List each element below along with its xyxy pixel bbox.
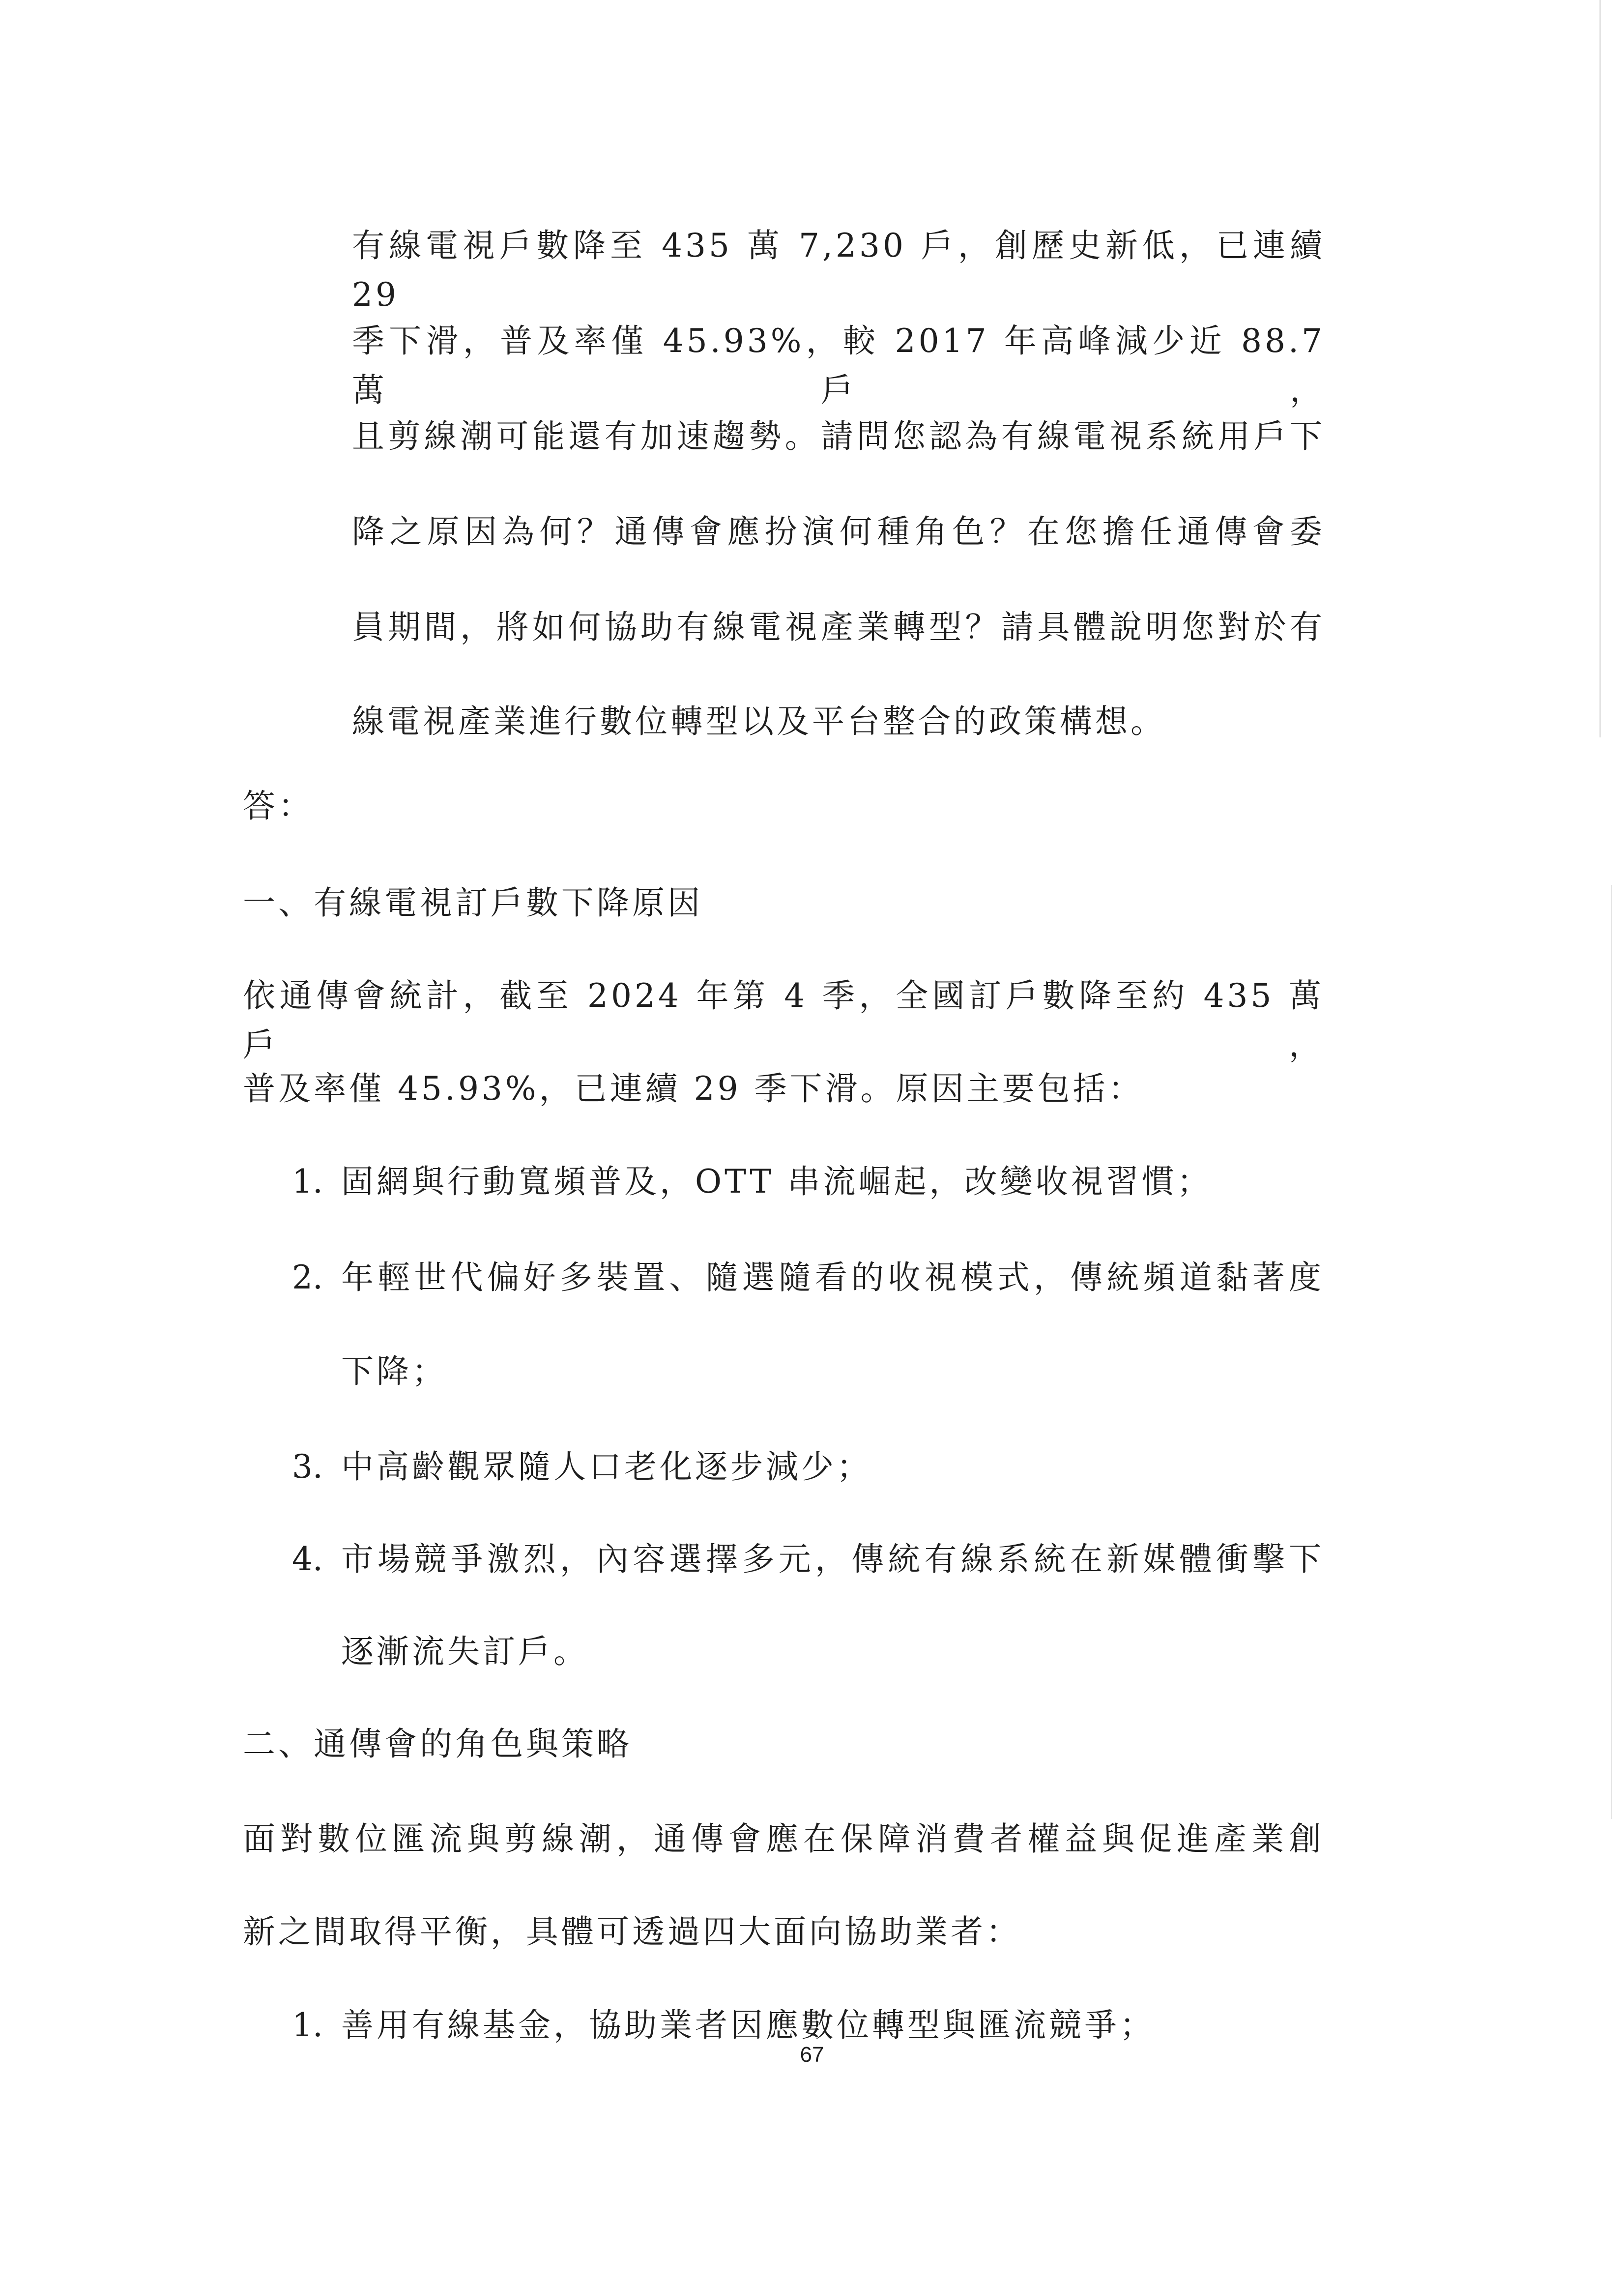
list-item-text: 年輕世代偏好多裝置、隨選隨看的收視模式，傳統頻道黏著度 <box>341 1259 1324 1296</box>
question-line: 員期間，將如何協助有線電視產業轉型？請具體說明您對於有 <box>352 608 1325 646</box>
list-item-text: 下降； <box>341 1352 447 1390</box>
paragraph-line: 新之間取得平衡，具體可透過四大面向協助業者： <box>243 1913 1021 1951</box>
question-line: 且剪線潮可能還有加速趨勢。請問您認為有線電視系統用戶下 <box>352 417 1325 455</box>
question-line: 降之原因為何？通傳會應扮演何種角色？在您擔任通傳會委 <box>352 513 1325 551</box>
scan-mark <box>1599 0 1601 737</box>
list-item-text: 善用有線基金，協助業者因應數位轉型與匯流競爭； <box>341 2006 1155 2044</box>
list-item-text: 中高齡觀眾隨人口老化逐步減少； <box>341 1448 872 1486</box>
paragraph-line: 普及率僅 45.93%，已連續 29 季下滑。原因主要包括： <box>243 1070 1144 1108</box>
question-line: 有線電視戶數降至 435 萬 7,230 戶，創歷史新低，已連續 29 <box>352 227 1325 314</box>
list-item-number: 2. <box>292 1259 323 1296</box>
paragraph-line: 依通傳會統計，截至 2024 年第 4 季，全國訂戶數降至約 435 萬戶， <box>243 977 1324 1064</box>
paragraph-line: 面對數位匯流與剪線潮，通傳會應在保障消費者權益與促進產業創 <box>243 1820 1324 1858</box>
question-line: 線電視產業進行數位轉型以及平台整合的政策構想。 <box>352 702 1166 740</box>
list-item-number: 1. <box>292 2006 323 2044</box>
list-item-text: 逐漸流失訂戶。 <box>341 1633 589 1670</box>
section-heading: 二、通傳會的角色與策略 <box>243 1725 632 1763</box>
list-item-number: 4. <box>292 1540 323 1578</box>
answer-label: 答： <box>243 787 314 825</box>
page-number: 67 <box>800 2043 824 2067</box>
list-item-number: 1. <box>292 1163 323 1200</box>
section-heading: 一、有線電視訂戶數下降原因 <box>243 884 703 922</box>
list-item-number: 3. <box>292 1448 323 1486</box>
list-item-text: 固網與行動寬頻普及，OTT 串流崛起，改變收視習慣； <box>341 1163 1213 1200</box>
list-item-text: 市場競爭激烈，內容選擇多元，傳統有線系統在新媒體衝擊下 <box>341 1540 1324 1578</box>
scan-mark <box>1611 885 1612 1819</box>
question-line: 季下滑，普及率僅 45.93%，較 2017 年高峰減少近 88.7 萬戶， <box>352 322 1325 409</box>
